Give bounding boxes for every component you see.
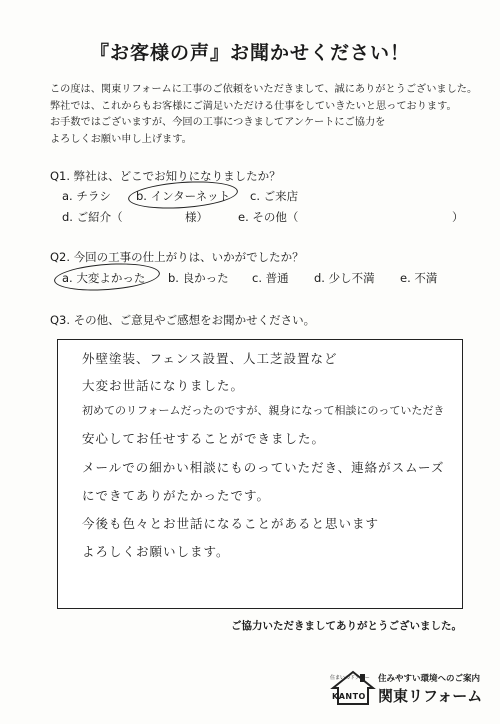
q1-option-e: e. その他（	[238, 210, 299, 224]
handwritten-line: よろしくお願いします。	[82, 544, 230, 559]
q2-option-a: a. 大変よかった	[62, 271, 146, 285]
handwritten-line: 外壁塗装、フェンス設置、人工芝設置など	[82, 351, 338, 366]
intro-line: この度は、関東リフォームに工事のご依頼をいただきまして、誠にありがとうございました。	[50, 84, 478, 95]
q1-question: Q1. 弊社は、どこでお知りになりましたか？	[50, 169, 281, 183]
q2-option-e: e. 不満	[400, 271, 438, 285]
q2-option-c: c. 普通	[252, 271, 289, 285]
q1-option-e-close: ）	[452, 210, 464, 224]
logo-tiny-text: 住まいのドクター	[330, 675, 370, 681]
q3-question: Q3. その他、ご意見やご感想をお聞かせください。	[50, 313, 316, 327]
handwritten-line: 今後も色々とお世話になることがあると思います	[82, 516, 380, 531]
q2-question: Q2. 今回の工事の仕上がりは、いかがでしたか？	[50, 250, 304, 264]
logo-brand: 関東リフォーム	[378, 687, 483, 705]
house-logo-icon	[330, 664, 376, 710]
q1-option-d-suffix: 様）	[185, 210, 208, 224]
q1-option-a: a. チラシ	[62, 189, 111, 203]
q1-option-c: c. ご来店	[250, 189, 299, 203]
handwritten-line: にできてありがたかったです。	[82, 488, 271, 503]
company-logo	[330, 664, 483, 710]
intro-text	[50, 82, 480, 148]
q2-selected-circle	[53, 260, 161, 293]
logo-tagline: 住みやすい環境へのご案内	[378, 674, 481, 684]
intro-line: お手数ではございますが、今回の工事につきましてアンケートにご協力を	[50, 117, 386, 128]
handwritten-line: メールでの細かい相談にものっていただき、連絡がスムーズ	[82, 460, 445, 475]
intro-line: 弊社では、これからもお客様にご満足いただける仕事をしていきたいと思っております。	[50, 100, 457, 112]
thanks-message: ご協力いただきましてありがとうございました。	[231, 620, 462, 632]
q1-option-d: d. ご紹介（	[62, 210, 123, 224]
intro-line: よろしくお願い申し上げます。	[50, 133, 192, 145]
handwritten-line: 大変お世話になりました。	[82, 378, 245, 393]
q2-option-b: b. 良かった	[168, 271, 229, 285]
q2-option-d: d. 少し不満	[314, 271, 375, 285]
q1-option-b: b. インターネット	[136, 189, 231, 203]
logo-kanto: KANTO	[332, 692, 366, 701]
handwritten-line: 安心してお任せすることができました。	[82, 431, 326, 446]
handwritten-line: 初めてのリフォームだったのですが、親身になって相談にのっていただき	[82, 404, 445, 417]
page-title: 『お客様の声』お聞かせください！	[89, 42, 410, 64]
